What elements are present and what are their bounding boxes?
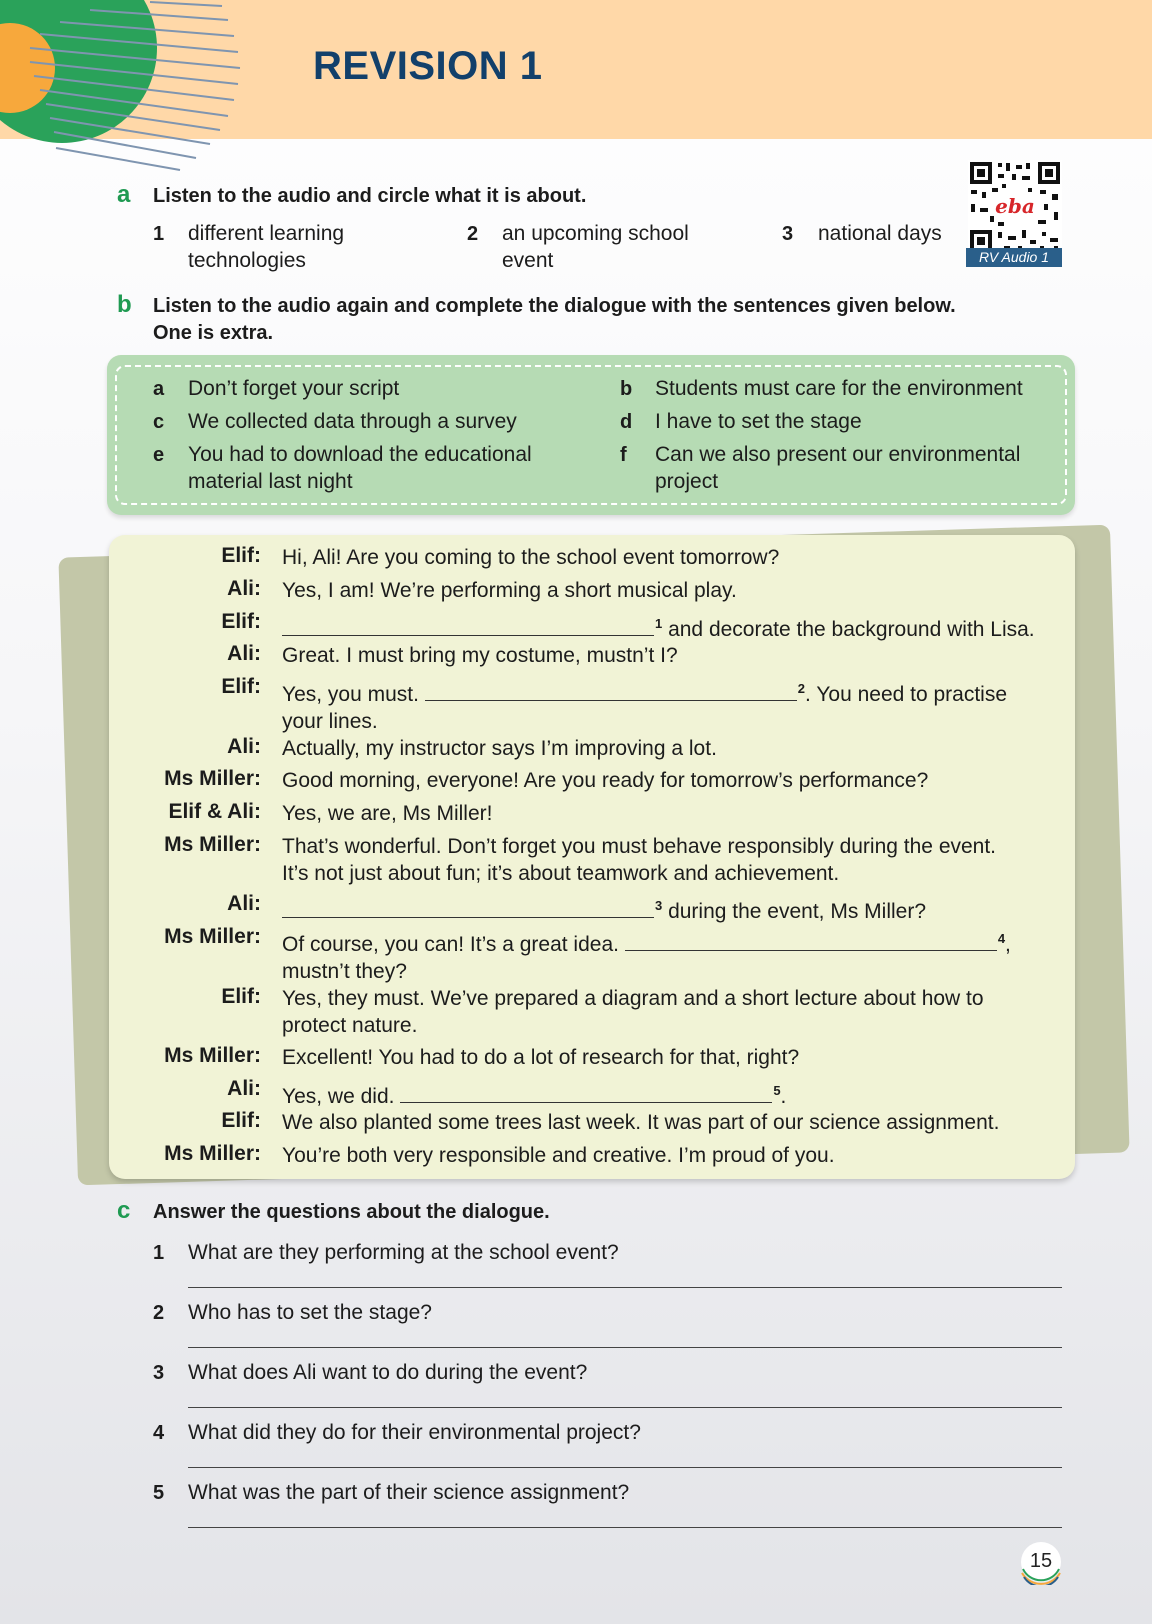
answer-line-4[interactable] [188, 1467, 1062, 1468]
speaker-label: Ali: [227, 642, 261, 665]
sentence-d: I have to set the stage [655, 410, 862, 433]
sentence-letter: d [620, 411, 633, 433]
dialogue-text: Of course, you can! It’s a great idea. [282, 933, 625, 956]
answer-line-5[interactable] [188, 1527, 1062, 1528]
sentence-letter: b [620, 378, 633, 400]
page-number: 15 [1029, 1550, 1053, 1572]
decorative-circles-icon [0, 0, 250, 180]
section-a-letter: a [117, 181, 131, 208]
sentence-letter: c [153, 411, 165, 433]
answer-blank-5[interactable] [400, 1082, 772, 1103]
question-1: What are they performing at the school event? [188, 1241, 619, 1264]
dialogue-text: mustn’t they? [282, 960, 407, 983]
dialogue-line [282, 675, 1007, 735]
dialogue-line: Excellent! You had to do a lot of research for that, right? [282, 1046, 800, 1069]
option-text: national days [818, 222, 942, 245]
blank-number: 4 [997, 931, 1006, 946]
question-number: 2 [153, 1302, 165, 1324]
speaker-label: Ali: [227, 892, 261, 915]
dialogue-text: your lines. [282, 710, 378, 733]
speaker-label: Ali: [227, 577, 261, 600]
question-4: What did they do for their environmental project? [188, 1421, 641, 1444]
dialogue-line [282, 833, 996, 887]
audio-label: RV Audio 1 [966, 248, 1062, 267]
speaker-label: Ali: [227, 1077, 261, 1100]
dialogue-line: Yes, we are, Ms Miller! [282, 802, 493, 825]
section-a-instruction: Listen to the audio and circle what it is about. [153, 185, 587, 207]
sentence-b: Students must care for the environment [655, 377, 1023, 400]
blank-number: 5 [773, 1083, 781, 1098]
question-5: What was the part of their science assignment? [188, 1481, 630, 1504]
qr-logo: eba [995, 194, 1035, 218]
dialogue-text: . [780, 1085, 787, 1108]
speaker-label: Elif: [221, 544, 261, 567]
answer-blank-2[interactable] [425, 680, 797, 701]
answer-blank-4[interactable] [625, 930, 997, 951]
sentence-c: We collected data through a survey [188, 410, 517, 433]
dialogue-line: Actually, my instructor says I’m improving a lot. [282, 737, 717, 760]
section-c-instruction: Answer the questions about the dialogue. [153, 1201, 550, 1223]
dialogue-text: That’s wonderful. Don’t forget you must behave responsibly during the event. [282, 835, 997, 858]
dialogue-line: Hi, Ali! Are you coming to the school event tomorrow? [282, 546, 780, 569]
sentence-line: You had to download the educational [188, 443, 532, 466]
dialogue-text: Yes, you must. [282, 683, 425, 706]
section-b-instruction [153, 293, 956, 347]
speaker-label: Ms Miller: [164, 767, 261, 790]
option-number: 1 [153, 223, 165, 245]
dialogue-text: Yes, they must. We’ve prepared a diagram and a short lecture about how to [282, 987, 984, 1010]
option-text: technologies [188, 249, 306, 272]
dialogue-line: Great. I must bring my costume, mustn’t I? [282, 644, 678, 667]
sentence-f [655, 441, 1020, 495]
section-c-letter: c [117, 1197, 131, 1224]
page-title: REVISION 1 [313, 44, 543, 88]
option-2[interactable] [502, 220, 689, 274]
dialogue-text: , [1005, 933, 1011, 956]
option-1[interactable] [188, 220, 344, 274]
dialogue-line: Good morning, everyone! Are you ready for tomorrow’s performance? [282, 769, 929, 792]
blank-number: 3 [655, 898, 663, 913]
question-number: 1 [153, 1242, 165, 1264]
dialogue-text: It’s not just about fun; it’s about teamwork and achievement. [282, 862, 840, 885]
dialogue-text: protect nature. [282, 1014, 418, 1037]
option-number: 3 [782, 223, 794, 245]
answer-line-1[interactable] [188, 1287, 1062, 1288]
sentence-letter: e [153, 444, 165, 466]
question-3: What does Ali want to do during the event? [188, 1361, 588, 1384]
dialogue-text: . You need to practise [805, 683, 1008, 706]
answer-blank-3[interactable] [282, 897, 654, 918]
speaker-label: Elif: [221, 610, 261, 633]
dialogue-line [282, 925, 1011, 985]
speaker-label: Ms Miller: [164, 833, 261, 856]
sentence-letter: f [620, 444, 627, 466]
sentence-line: Can we also present our environmental [655, 443, 1021, 466]
question-number: 5 [153, 1482, 165, 1504]
question-number: 3 [153, 1362, 165, 1384]
dialogue-text: and decorate the background with Lisa. [662, 618, 1035, 641]
option-text: an upcoming school [502, 222, 689, 245]
sentence-line: project [655, 470, 719, 493]
speaker-label: Ms Miller: [164, 925, 261, 948]
dialogue-line [282, 892, 926, 925]
blank-number: 2 [797, 681, 806, 696]
option-3[interactable] [818, 220, 942, 247]
speaker-label: Ms Miller: [164, 1142, 261, 1165]
speaker-label: Ms Miller: [164, 1044, 261, 1067]
answer-blank-1[interactable] [282, 615, 654, 636]
dialogue-text: Yes, we did. [282, 1085, 401, 1108]
dialogue-line: We also planted some trees last week. It was part of our science assignment. [282, 1111, 1000, 1134]
answer-line-3[interactable] [188, 1407, 1062, 1408]
sentence-e [188, 441, 532, 495]
dialogue-line [282, 1077, 786, 1110]
speaker-label: Elif: [221, 985, 261, 1008]
answer-line-2[interactable] [188, 1347, 1062, 1348]
instruction-line: One is extra. [153, 322, 274, 344]
qr-code-icon[interactable] [968, 160, 1062, 254]
option-text: different learning [188, 222, 345, 245]
option-number: 2 [467, 223, 479, 245]
dialogue-line: You’re both very responsible and creative. I’m proud of you. [282, 1144, 835, 1167]
sentence-a: Don’t forget your script [188, 377, 400, 400]
dialogue-line [282, 610, 1035, 643]
question-2: Who has to set the stage? [188, 1301, 432, 1324]
speaker-label: Elif: [221, 1109, 261, 1132]
speaker-label: Elif & Ali: [168, 800, 261, 823]
question-number: 4 [153, 1422, 165, 1444]
dialogue-line: Yes, I am! We’re performing a short musical play. [282, 579, 737, 602]
option-text: event [502, 249, 554, 272]
dialogue-text: during the event, Ms Miller? [662, 900, 927, 923]
dialogue-line [282, 985, 984, 1039]
blank-number: 1 [655, 616, 663, 631]
section-b-letter: b [117, 291, 132, 318]
speaker-label: Ali: [227, 735, 261, 758]
speaker-label: Elif: [221, 675, 261, 698]
instruction-line: Listen to the audio again and complete the dialogue with the sentences given below. [153, 295, 956, 317]
sentence-line: material last night [188, 470, 353, 493]
sentence-letter: a [153, 378, 165, 400]
